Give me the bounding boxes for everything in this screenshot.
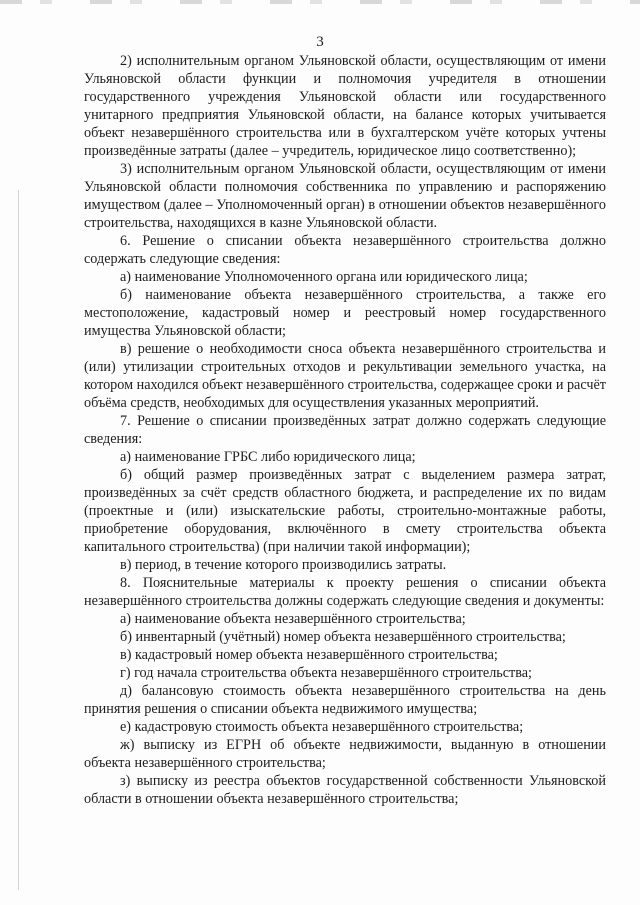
paragraph-8e: е) кадастровую стоимость объекта незавершённого строительства;: [120, 719, 524, 735]
page-number: 3: [316, 34, 324, 50]
paragraph-7b: б) общий размер произведённых затрат с выделением размера затрат, произведённых за счёт средств областного бюджета, и распределение их по видам (проектные и (или) изыскательские работы, строительно-монтажные работы, приобретение оборудования, включённого в смету строительства объекта капитального строительства) (при наличии такой информации);: [84, 467, 606, 555]
paragraph-7v: в) период, в течение которого производились затраты.: [120, 557, 447, 573]
document-body: [84, 52, 606, 808]
paragraph-8b: б) инвентарный (учётный) номер объекта незавершённого строительства;: [120, 629, 566, 645]
paragraph-8v: в) кадастровый номер объекта незавершённого строительства;: [120, 647, 498, 663]
paragraph-6a: а) наименование Уполномоченного органа или юридического лица;: [120, 269, 528, 285]
paragraph-8z: з) выписку из реестра объектов государственной собственности Ульяновской области в отношении объекта незавершённого строительства;: [84, 773, 606, 807]
paragraph-item-2: 2) исполнительным органом Ульяновской области, осуществляющим от имени Ульяновской области функции и полномочия учредителя в отношении государственного учреждения Ульяновской области или государственного унитарного предприятия Ульяновской области, на балансе которых учитывается объект незавершённого строительства или в бухгалтерском учёте которых учтены произведённые затраты (далее – учредитель, юридическое лицо соответственно);: [84, 53, 606, 159]
paragraph-section-7: 7. Решение о списании произведённых затрат должно содержать следующие сведения:: [84, 413, 606, 447]
paragraph-8g: г) год начала строительства объекта незавершённого строительства;: [120, 665, 532, 681]
paragraph-8a: а) наименование объекта незавершённого строительства;: [120, 611, 466, 627]
paragraph-7a: а) наименование ГРБС либо юридического лица;: [120, 449, 416, 465]
paragraph-section-6: 6. Решение о списании объекта незавершённого строительства должно содержать следующие сведения:: [84, 233, 606, 267]
paragraph-8zh: ж) выписку из ЕГРН об объекте недвижимости, выданную в отношении объекта незавершённого строительства;: [84, 737, 606, 771]
scan-artifact-left: [18, 190, 19, 890]
scan-artifact-top: [0, 0, 640, 4]
paragraph-6v: в) решение о необходимости сноса объекта незавершённого строительства и (или) утилизации строительных отходов и рекультивации земельного участка, на котором находился объект незавершённого строительства, содержащее сроки и расчёт объёма средств, необходимых для осуществления указанных мероприятий.: [84, 341, 606, 411]
paragraph-item-3: 3) исполнительным органом Ульяновской области, осуществляющим от имени Ульяновской области полномочия собственника по управлению и распоряжению имуществом (далее – Уполномоченный орган) в отношении объектов незавершённого строительства, находящихся в казне Ульяновской области.: [84, 161, 606, 231]
paragraph-8d: д) балансовую стоимость объекта незавершённого строительства на день принятия решения о списании объекта недвижимого имущества;: [84, 683, 606, 717]
paragraph-section-8: 8. Пояснительные материалы к проекту решения о списании объекта незавершённого строительства должны содержать следующие сведения и документы:: [84, 575, 606, 609]
paragraph-6b: б) наименование объекта незавершённого строительства, а также его местоположение, кадастровый номер и реестровый номер государственного имущества Ульяновской области;: [84, 287, 606, 339]
